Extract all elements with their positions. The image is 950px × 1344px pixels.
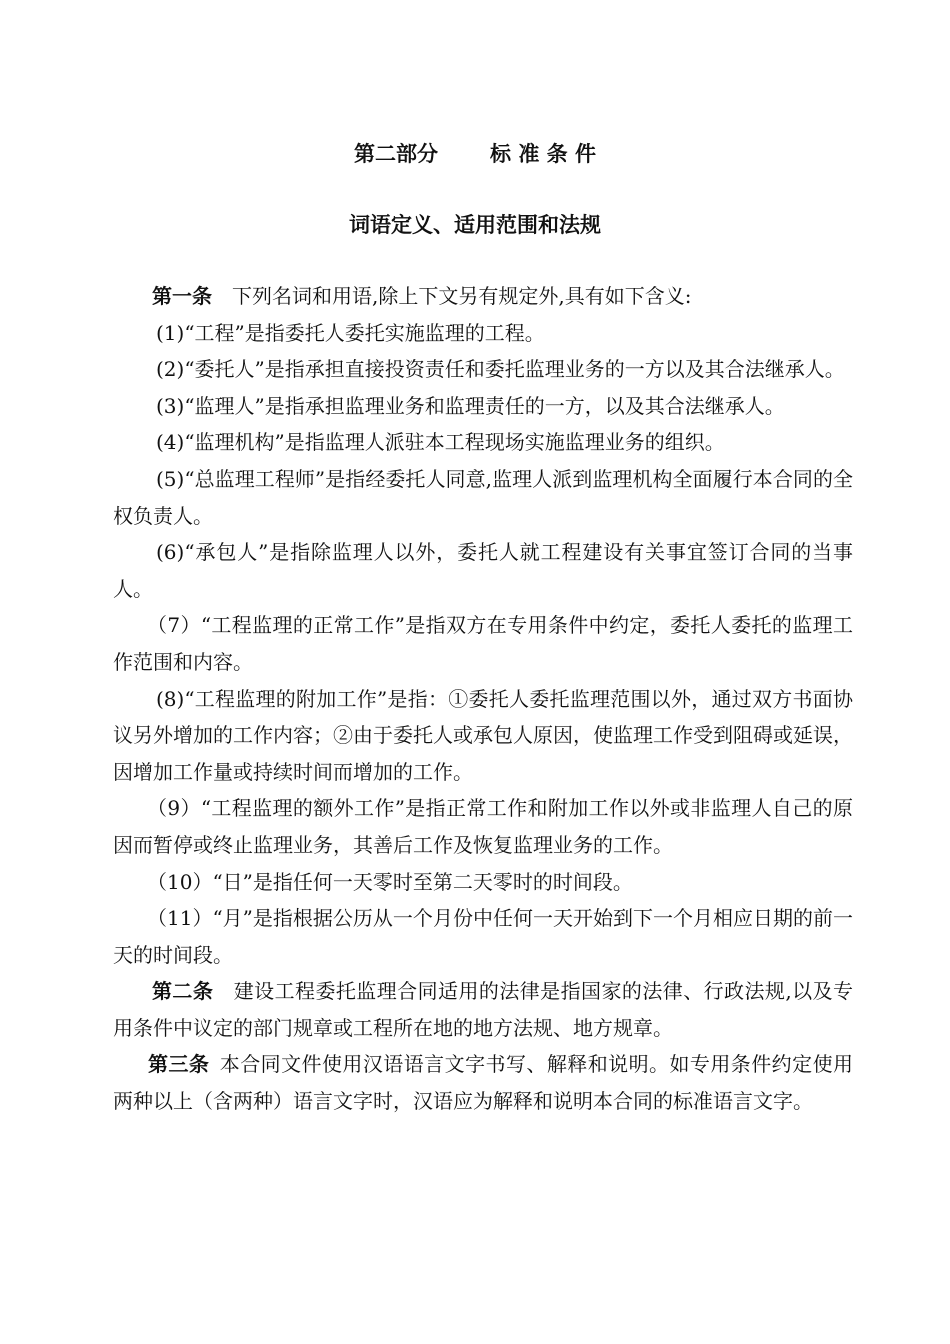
document-body — [113, 278, 853, 1120]
definition-item: (3)“监理人”是指承担监理业务和监理责任的一方，以及其合法继承人。 — [156, 393, 785, 418]
article-3 — [113, 1046, 853, 1119]
article-1-intro — [113, 278, 853, 315]
section-subtitle: 词语定义、适用范围和法规 — [349, 213, 601, 237]
article-3-text: 本合同文件使用汉语语言文字书写、解释和说明。如专用条件约定使用两种以上（含两种）语言文字时，汉语应为解释和说明本合同的标准语言文字。 — [113, 1052, 854, 1114]
definition-item: （7）“工程监理的正常工作”是指双方在专用条件中约定，委托人委托的监理工作范围和内容。 — [113, 613, 853, 674]
definition-item: (1)“工程”是指委托人委托实施监理的工程。 — [156, 320, 545, 345]
article-2-label: 第二条 — [152, 979, 214, 1004]
definition-item: (8)“工程监理的附加工作”是指：①委托人委托监理范围以外，通过双方书面协议另外增加的工作内容；②由于委托人或承包人原因，使监理工作受到阻碍或延误，因增加工作量或持续时间而增加的工作。 — [113, 686, 853, 784]
article-2-text: 建设工程委托监理合同适用的法律是指国家的法律、行政法规,以及专用条件中议定的部门规章或工程所在地的地方法规、地方规章。 — [113, 979, 854, 1040]
title-name: 标 准 条 件 — [490, 142, 596, 166]
definition-item: （9）“工程监理的额外工作”是指正常工作和附加工作以外或非监理人自己的原因而暂停或终止监理业务，其善后工作及恢复监理业务的工作。 — [113, 796, 853, 857]
article-3-label: 第三条 — [148, 1052, 210, 1077]
definition-item: (5)“总监理工程师”是指经委托人同意,监理人派到监理机构全面履行本合同的全权负责人。 — [113, 466, 853, 528]
article-1-label: 第一条 — [152, 284, 212, 308]
definition-item: （10）“日”是指任何一天零时至第二天零时的时间段。 — [147, 869, 633, 894]
definition-item: (4)“监理机构”是指监理人派驻本工程现场实施监理业务的组织。 — [156, 430, 725, 455]
article-2 — [113, 973, 853, 1046]
definition-item: (2)“委托人”是指承担直接投资责任和委托监理业务的一方以及其合法继承人。 — [156, 357, 845, 382]
definition-item: (6)“承包人”是指除监理人以外，委托人就工程建设有关事宜签订合同的当事人。 — [113, 540, 853, 601]
article-1-text: 下列名词和用语,除上下文另有规定外,具有如下含义: — [232, 284, 692, 308]
page-title — [0, 138, 950, 168]
definition-item: （11）“月”是指根据公历从一个月份中任何一天开始到下一个月相应日期的前一天的时间段。 — [113, 906, 853, 967]
title-part: 第二部分 — [354, 142, 439, 166]
